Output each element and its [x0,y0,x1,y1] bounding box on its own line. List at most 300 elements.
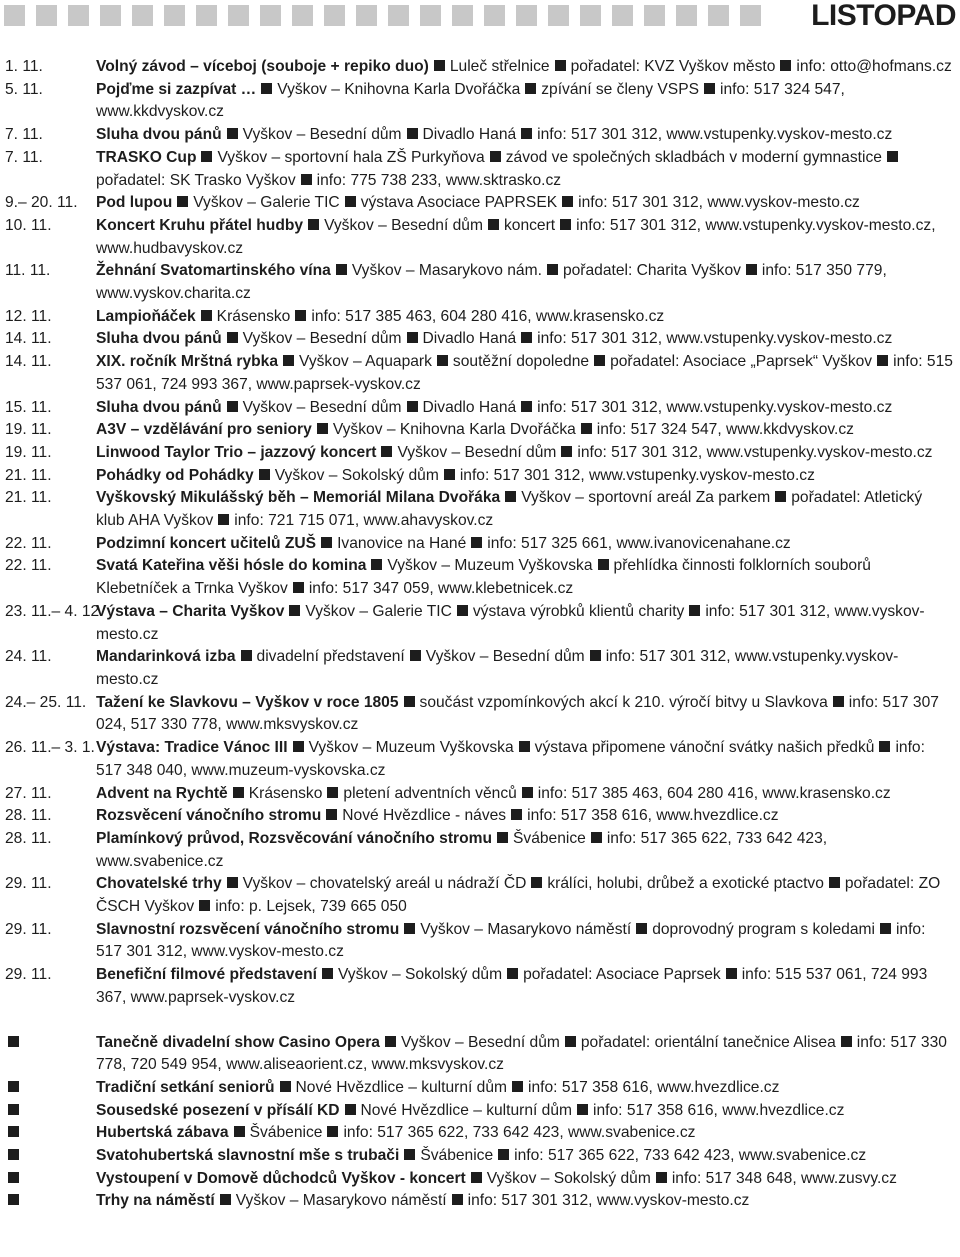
event-detail: Krásensko [216,307,291,325]
event-text [96,1168,960,1191]
event-detail: Vyškov – Galerie TIC [305,602,452,620]
event-detail: doprovodný program s koledami [652,920,875,938]
event-row [0,964,960,1009]
event-name: Tanečně divadelní show Casino Opera [96,1033,380,1051]
event-detail: koncert [503,216,556,234]
event-name: A3V – vzdělávání pro seniory [96,421,312,439]
event-date: 15. 11. [5,398,52,416]
separator-square-icon [407,128,418,139]
event-detail: Vyškov – Besední dům [324,216,483,234]
event-detail: info: 721 715 071, www.ahavyskov.cz [234,512,494,530]
decorative-square [388,5,409,26]
event-detail: info: 517 348 040, www.muzeum-vyskovska.cz [96,739,925,779]
event-bullet [0,1077,96,1100]
event-detail: Vyškov – chovatelský areál u nádraží ČD [242,875,527,893]
event-detail: info: p. Lejsek, 739 665 050 [215,898,407,916]
separator-square-icon [289,605,300,616]
event-name: Sousedské posezení v přísálí KD [96,1101,340,1119]
event-name: Volný závod – víceboj (souboje + repiko duo) [96,58,429,75]
event-detail: Vyškov – Sokolský dům [337,966,503,984]
event-detail: Vyškov – Masarykovo náměstí [420,920,632,938]
bullet-square-icon [8,1126,19,1137]
event-detail: Nové Hvězdlice – kulturní dům [360,1101,573,1119]
event-date: 7. 11. [5,126,43,144]
event-bullet [0,1032,96,1077]
bullet-square-icon [8,1194,19,1205]
separator-square-icon [201,151,212,162]
separator-square-icon [525,83,536,94]
decorative-square [580,5,601,26]
event-row [0,56,960,79]
event-name: Pojďme si zazpívat … [96,80,257,98]
event-detail: info: 517 385 463, 604 280 416, www.krasensko.cz [311,307,665,325]
decorative-square [164,5,185,26]
event-row [0,1077,960,1100]
separator-square-icon [531,877,542,888]
event-detail: pořadatel: Atletický klub AHA Vyškov [96,489,923,530]
event-row [0,1168,960,1191]
event-date: 22. 11. [5,534,52,552]
event-date: 28. 11. [5,829,52,847]
event-date: 29. 11. [5,920,52,938]
separator-square-icon [199,900,210,911]
event-row [0,397,960,420]
event-detail: divadelní představení [256,648,405,666]
separator-square-icon [505,491,516,502]
separator-square-icon [829,877,840,888]
decorative-square [132,5,153,26]
event-name: Tažení ke Slavkovu – Vyškov v roce 1805 [96,693,399,711]
event-text [96,79,960,124]
separator-square-icon [488,219,499,230]
separator-square-icon [283,355,294,366]
decorative-square [420,5,441,26]
event-date: 29. 11. [5,875,52,893]
event-row [0,419,960,442]
bullet-square-icon [8,1172,19,1183]
event-detail: pořadatel: SK Trasko Vyškov [96,171,296,189]
event-detail: Vyškov – Knihovna Karla Dvořáčka [277,80,521,98]
event-date: 27. 11. [5,784,52,802]
separator-square-icon [521,128,532,139]
event-name: Lampioňáček [96,307,196,325]
event-detail: Divadlo Haná [422,330,517,348]
bullet-square-icon [8,1036,19,1047]
separator-square-icon [308,219,319,230]
event-name: Hubertská zábava [96,1124,229,1142]
decorative-square [356,5,377,26]
separator-square-icon [452,1194,463,1205]
event-row [0,1032,960,1077]
event-bullet [0,1168,96,1191]
event-bullet [0,1145,96,1168]
event-detail: výstava výrobků klientů charity [472,602,685,620]
separator-square-icon [317,423,328,434]
event-row [0,692,960,737]
event-name: Vystoupení v Domově důchodců Vyškov - koncert [96,1169,466,1187]
event-detail: Krásensko [248,784,323,802]
event-text [96,1145,960,1168]
separator-square-icon [656,1172,667,1183]
event-name: Koncert Kruhu přátel hudby [96,216,304,234]
event-row [0,306,960,329]
separator-square-icon [444,469,455,480]
event-name: Pod lupou [96,194,173,212]
event-name: TRASKO Cup [96,148,197,166]
event-detail: Vyškov – Besední dům [397,443,557,461]
separator-square-icon [471,1172,482,1183]
separator-square-icon [234,1126,245,1137]
separator-square-icon [562,196,573,207]
separator-square-icon [233,787,244,798]
event-detail: Vyškov – Besední dům [400,1033,560,1051]
event-text [96,783,960,806]
separator-square-icon [522,787,533,798]
event-detail: info: otto@hofmans.cz [796,58,952,75]
separator-square-icon [293,582,304,593]
separator-square-icon [561,446,572,457]
separator-square-icon [591,832,602,843]
event-row [0,783,960,806]
separator-square-icon [404,1149,415,1160]
event-detail: výstava připomene vánoční svátky našich předků [534,739,875,757]
event-row [0,328,960,351]
event-name: Podzimní koncert učitelů ZUŠ [96,534,317,552]
event-row [0,215,960,260]
decorative-square [484,5,505,26]
event-detail: Vyškov – Masarykovo náměstí [235,1192,447,1210]
separator-square-icon [594,355,605,366]
separator-square-icon [547,264,558,275]
event-text [96,646,960,691]
event-detail: info: 517 301 312, www.vyskov-mesto.cz [578,194,860,212]
event-row [0,555,960,600]
event-name: Žehnání Svatomartinského vína [96,262,331,280]
event-text [96,192,960,215]
separator-square-icon [434,60,445,71]
separator-square-icon [497,832,508,843]
event-date: 23. 11.– 4. 12. [5,602,104,620]
separator-square-icon [746,264,757,275]
event-detail: info: 517 301 312, www.vstupenky.vyskov-mesto.cz [577,443,933,461]
event-detail: info: 517 385 463, 604 280 416, www.krasensko.cz [537,784,891,802]
separator-square-icon [636,923,647,934]
event-text [96,442,960,465]
event-text [96,964,960,1009]
separator-square-icon [227,128,238,139]
separator-square-icon [259,469,270,480]
event-date: 11. 11. [5,262,51,280]
event-text [96,873,960,918]
event-row [0,737,960,782]
event-detail: Vyškov – Besední dům [242,398,402,416]
bullet-square-icon [8,1104,19,1115]
separator-square-icon [490,151,501,162]
event-name: Slavnostní rozsvěcení vánočního stromu [96,920,400,938]
separator-square-icon [385,1036,396,1047]
event-name: Vyškovský Mikulášský běh – Memoriál Milana Dvořáka [96,489,501,507]
event-row [0,351,960,396]
event-date: 28. 11. [5,807,52,825]
separator-square-icon [521,401,532,412]
event-detail: info: 517 348 648, www.zusvy.cz [671,1169,897,1187]
separator-square-icon [407,401,418,412]
event-text [96,919,960,964]
separator-square-icon [177,196,188,207]
event-name: Svatohubertská slavnostní mše s trubači [96,1147,400,1165]
separator-square-icon [507,968,518,979]
separator-square-icon [877,355,888,366]
event-row [0,442,960,465]
separator-square-icon [560,219,571,230]
event-detail: info: 517 330 778, 720 549 954, www.aliseaorient.cz, www.mksvyskov.cz [96,1033,947,1074]
separator-square-icon [437,355,448,366]
event-detail: Vyškov – sportovní hala ZŠ Purkyňova [217,148,485,166]
decorative-square [100,5,121,26]
separator-square-icon [689,605,700,616]
decorative-square [260,5,281,26]
event-detail: Nové Hvězdlice – kulturní dům [295,1078,508,1096]
decorative-square [676,5,697,26]
event-bullet [0,1100,96,1123]
event-detail: Luleč střelnice [449,58,550,75]
event-text [96,1100,960,1123]
separator-square-icon [218,514,229,525]
event-name: Mandarinková izba [96,648,236,666]
event-row [0,487,960,532]
event-text [96,692,960,737]
event-list [0,56,960,1213]
separator-square-icon [555,60,566,71]
separator-square-icon [780,60,791,71]
event-detail: info: 775 738 233, www.sktrasko.cz [316,171,562,189]
event-detail: součást vzpomínkových akcí k 210. výročí bitvy u Slavkova [419,693,828,711]
decorative-square [740,5,761,26]
separator-square-icon [841,1036,852,1047]
event-detail: info: 517 301 312, www.vstupenky.vyskov-mesto.cz [96,648,899,688]
separator-square-icon [498,1149,509,1160]
event-detail: pletení adventních věnců [343,784,517,802]
page-title: LISTOPAD [811,0,956,32]
separator-square-icon [327,787,338,798]
separator-square-icon [327,1126,338,1137]
separator-square-icon [581,423,592,434]
event-date: 24. 11. [5,648,52,666]
event-detail: Vyškov – Besední dům [242,330,402,348]
event-text [96,465,960,488]
event-detail: Švábenice [420,1147,494,1165]
separator-square-icon [336,264,347,275]
event-detail: Divadlo Haná [422,126,517,144]
event-text [96,555,960,600]
event-detail: výstava Asociace PAPRSEK [360,194,558,212]
event-row [0,828,960,873]
event-row [0,805,960,828]
separator-square-icon [879,741,890,752]
event-detail: králíci, holubi, drůbež a exotické ptactvo [547,875,824,893]
separator-square-icon [241,650,252,661]
event-detail: přehlídka činnosti folklorních souborů Klebetníček a Trnka Vyškov [96,557,871,598]
separator-square-icon [326,809,337,820]
event-detail: Vyškov – Besední dům [242,126,402,144]
section-gap [0,1010,960,1032]
separator-square-icon [280,1081,291,1092]
bullet-square-icon [8,1149,19,1160]
event-name: Sluha dvou pánů [96,330,222,348]
event-detail: Vyškov – Aquapark [299,353,432,371]
event-text [96,487,960,532]
event-text [96,328,960,351]
separator-square-icon [512,1081,523,1092]
event-detail: info: 517 365 622, 733 642 423, www.svabenice.cz [343,1124,696,1142]
event-row [0,1145,960,1168]
separator-square-icon [322,968,333,979]
event-detail: info: 515 537 061, 724 993 367, www.paprsek-vyskov.cz [96,353,953,393]
event-row [0,533,960,556]
separator-square-icon [321,537,332,548]
event-detail: Vyškov – Galerie TIC [193,194,340,212]
event-detail: pořadatel: orientální tanečnice Alisea [580,1033,836,1051]
event-text [96,828,960,873]
event-row [0,646,960,691]
event-date: 10. 11. [5,216,52,234]
event-date: 1. 11. [5,58,43,75]
event-text [96,1077,960,1100]
event-detail: pořadatel: Charita Vyškov [562,262,741,280]
event-row [0,260,960,305]
event-detail: Vyškov – Knihovna Karla Dvořáčka [332,421,576,439]
separator-square-icon [565,1036,576,1047]
event-bullet [0,1190,96,1213]
event-row [0,79,960,124]
separator-square-icon [345,196,356,207]
separator-square-icon [880,923,891,934]
event-row [0,124,960,147]
separator-square-icon [295,310,306,321]
event-detail: pořadatel: KVZ Vyškov město [570,58,776,75]
event-detail: info: 515 537 061, 724 993 367, www.paprsek-vyskov.cz [96,966,928,1006]
event-date: 19. 11. [5,443,52,461]
event-date: 22. 11. [5,557,52,575]
event-date: 12. 11. [5,307,52,325]
event-text [96,215,960,260]
event-date: 24.– 25. 11. [5,693,87,711]
event-text [96,533,960,556]
event-detail: info: 517 301 312, www.vstupenky.vyskov-mesto.cz, www.hudbavyskov.cz [96,216,936,257]
event-detail: info: 517 358 616, www.hvezdlice.cz [527,807,779,825]
decorative-square [228,5,249,26]
event-name: Sluha dvou pánů [96,398,222,416]
separator-square-icon [410,650,421,661]
event-detail: Vyškov – Masarykovo nám. [351,262,542,280]
event-row [0,873,960,918]
event-detail: info: 517 325 661, www.ivanovicenahane.cz [487,534,791,552]
decorative-square [196,5,217,26]
separator-square-icon [371,559,382,570]
event-detail: Švábenice [513,829,586,847]
event-date: 26. 11.– 3. 1. [5,739,95,757]
event-row [0,1122,960,1145]
event-name: Chovatelské trhy [96,875,222,893]
event-detail: info: 517 301 312, www.vstupenky.vyskov-mesto.cz [537,398,893,416]
event-detail: Vyškov – Muzeum Vyškovska [308,739,514,757]
event-name: Benefiční filmové představení [96,966,317,984]
event-detail: pořadatel: ZO ČSCH Vyškov [96,875,941,916]
decorative-square [68,5,89,26]
separator-square-icon [227,332,238,343]
event-detail: pořadatel: Asociace „Paprsek“ Vyškov [610,353,873,371]
separator-square-icon [457,605,468,616]
separator-square-icon [227,401,238,412]
event-name: Plamínkový průvod, Rozsvěcování vánočního stromu [96,829,493,847]
event-detail: Vyškov – sportovní areál Za parkem [521,489,771,507]
event-detail: závod ve společných skladbách v moderní gymnastice [505,148,882,166]
event-text [96,124,960,147]
event-name: Rozsvěcení vánočního stromu [96,807,322,825]
event-row [0,601,960,646]
separator-square-icon [598,559,609,570]
separator-square-icon [407,332,418,343]
event-text [96,397,960,420]
event-text [96,805,960,828]
page-header [0,0,960,40]
event-text [96,1122,960,1145]
separator-square-icon [404,696,415,707]
separator-square-icon [511,809,522,820]
event-name: Advent na Rychtě [96,784,228,802]
event-text [96,260,960,305]
separator-square-icon [301,174,312,185]
event-detail: Ivanovice na Hané [337,534,467,552]
decorative-square [612,5,633,26]
separator-square-icon [521,332,532,343]
event-detail: info: 517 365 622, 733 642 423, www.svabenice.cz [96,829,828,870]
event-name: Svatá Kateřina věši hósle do komina [96,557,367,575]
event-name: Tradiční setkání seniorů [96,1078,275,1096]
event-text [96,419,960,442]
decorative-square [708,5,729,26]
event-text [96,351,960,396]
separator-square-icon [887,151,898,162]
event-date: 19. 11. [5,421,52,439]
decorative-square-row [4,5,761,26]
event-detail: Divadlo Haná [422,398,517,416]
event-detail: info: 517 301 312, www.vstupenky.vyskov-mesto.cz [459,466,815,484]
event-detail: Vyškov – Sokolský dům [274,466,439,484]
event-detail: Vyškov – Besední dům [425,648,585,666]
event-date: 14. 11. [5,330,52,348]
event-detail: zpívání se členy VSPS [541,80,699,98]
event-row [0,919,960,964]
event-date: 21. 11. [5,466,52,484]
event-detail: soutěžní dopoledne [452,353,590,371]
separator-square-icon [404,923,415,934]
event-name: Pohádky od Pohádky [96,466,254,484]
decorative-square [644,5,665,26]
event-detail: info: 517 301 312, www.vyskov-mesto.cz [96,602,925,643]
event-detail: Vyškov – Sokolský dům [486,1169,651,1187]
event-detail: info: 517 324 547, www.kkdvyskov.cz [96,80,845,121]
event-detail: Švábenice [249,1124,323,1142]
event-name: Sluha dvou pánů [96,126,222,144]
separator-square-icon [833,696,844,707]
event-date: 9.– 20. 11. [5,194,78,212]
event-date: 5. 11. [5,80,43,98]
separator-square-icon [227,877,238,888]
event-bullet [0,1122,96,1145]
event-detail: pořadatel: Asociace Paprsek [523,966,721,984]
separator-square-icon [261,83,272,94]
